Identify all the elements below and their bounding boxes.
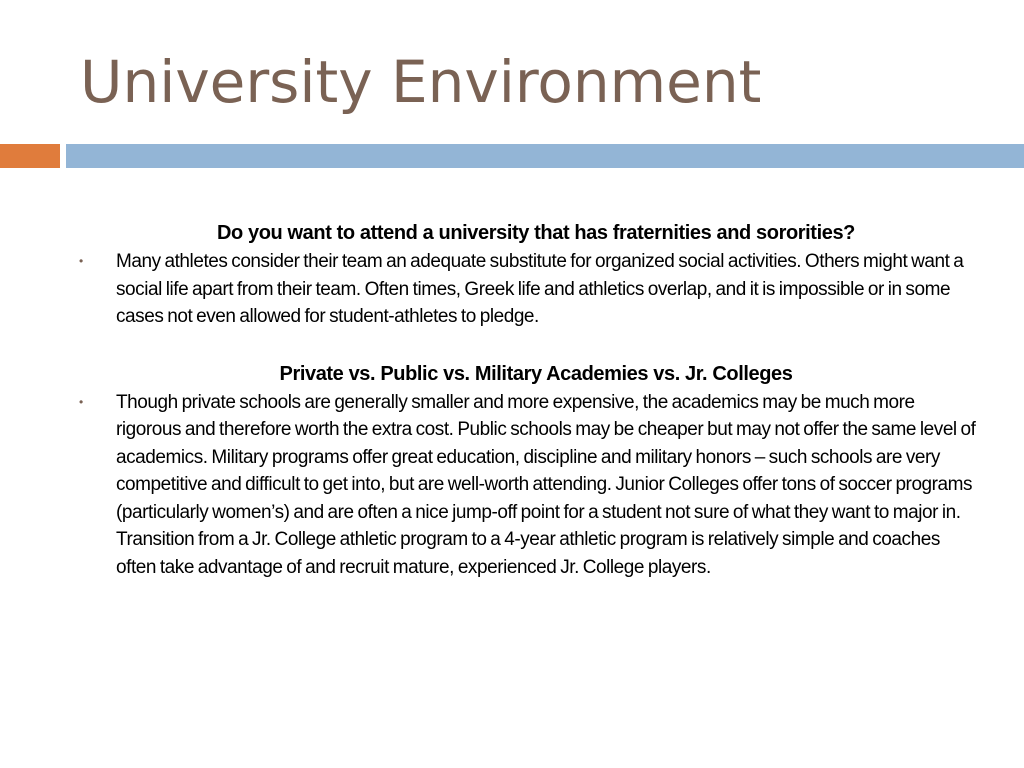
- section-heading-school-types: Private vs. Public vs. Military Academies vs. Jr. Colleges: [279, 362, 793, 385]
- bullet-icon: •: [79, 254, 84, 268]
- section-heading-greek-life: Do you want to attend a university that has fraternities and sororities?: [217, 222, 855, 244]
- bullet-text: Though private schools are generally smaller and more expensive, the academics may be much more rigorous and therefore worth the extra cost. Public schools may be cheaper but may not offer the same level of academics. Military programs offer great education, discipline and military honors – such schools are very competitive and difficult to get into, but are well-worth attending. Junior Colleges offer tons of soccer programs (particularly women’s) and are often a nice jump-off point for a student not sure of what they want to major in. Transition from a Jr. College athletic program to a 4-year athletic program is relatively simple and coaches often take advantage of and recruit mature, experienced Jr. College players.: [116, 391, 976, 578]
- bullet-item: [76, 248, 976, 331]
- accent-bar-orange: [0, 144, 60, 168]
- slide-title: University Environment: [80, 48, 762, 116]
- bullet-text: Many athletes consider their team an adequate substitute for organized social activities. Others might want a social life apart from their team. Often times, Greek life and athletics overlap, and it is impossible or in some cases not even allowed for student-athletes to pledge.: [116, 251, 964, 327]
- bullet-icon: •: [79, 394, 84, 409]
- slide-body: [76, 218, 976, 581]
- accent-bar-blue: [66, 144, 1024, 168]
- bullet-item: [76, 389, 976, 582]
